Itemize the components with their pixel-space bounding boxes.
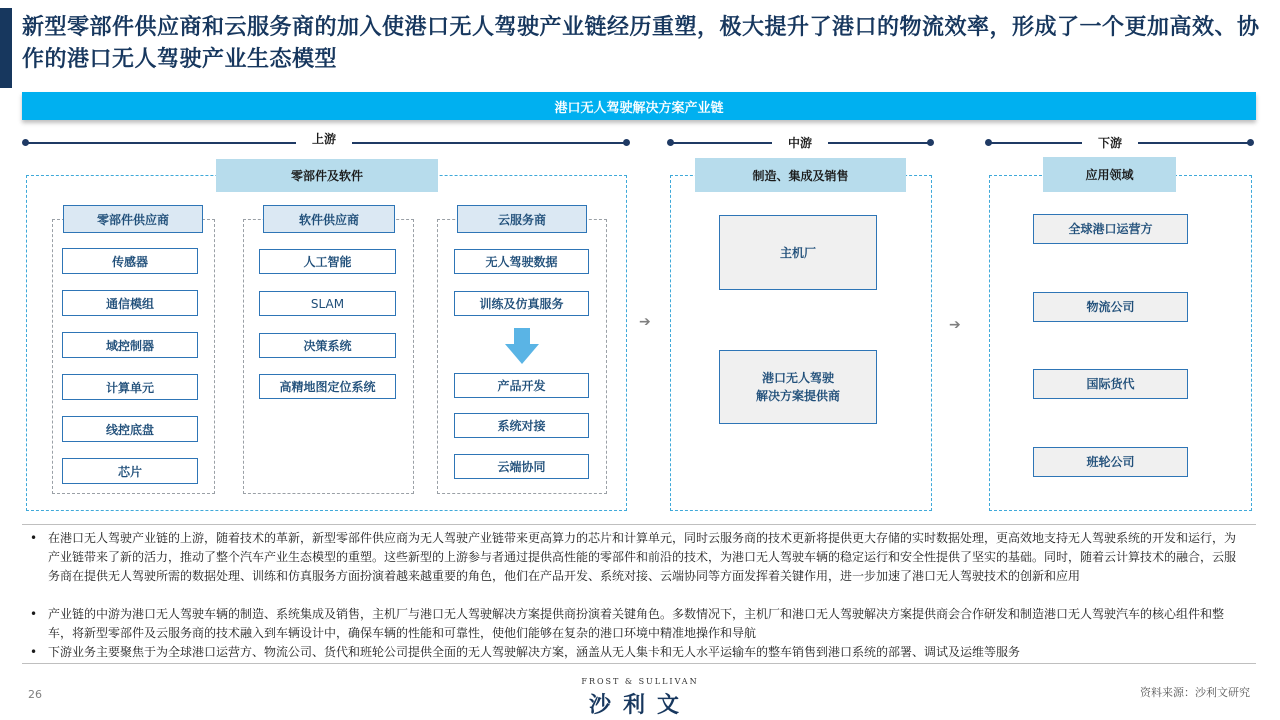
note-midstream: [30, 605, 1246, 643]
note-midstream-text: 产业链的中游为港口无人驾驶车辆的制造、系统集成及销售，主机厂与港口无人驾驶解决方案提供商扮演着关键角色。多数情况下，主机厂和港口无人驾驶解决方案提供商会合作研发和制造港口无人驾驶汽车的核心组件和整车，将新型零部件及云服务商的技术融入到车辆设计中，确保车辆的性能和可靠性，使他们能够在复杂的港口环境中精准地操作和导航: [48, 607, 1225, 640]
page-number: 26: [28, 688, 42, 701]
upstream-line-end-dot: [623, 139, 630, 146]
component-item-wire-chassis: 线控底盘: [62, 416, 198, 442]
midstream-header: 制造、集成及销售: [695, 158, 906, 192]
cloud-item-product-dev: 产品开发: [454, 373, 589, 398]
bullet-icon: •: [30, 531, 38, 545]
title-accent-bar: [0, 8, 12, 88]
source-note: 资料来源：沙利文研究: [1140, 686, 1250, 699]
logo-chinese: 沙利文: [588, 693, 691, 718]
bullet-icon: •: [30, 645, 38, 659]
logo-english: FROST & SULLIVAN: [581, 677, 699, 686]
downstream-item-freight-forwarder: 国际货代: [1033, 369, 1188, 399]
page-title: 新型零部件供应商和云服务商的加入使港口无人驾驶产业链经历重塑，极大提升了港口的物流效率，形成了一个更加高效、协作的港口无人驾驶产业生态模型: [22, 15, 1260, 72]
software-item-ai: 人工智能: [259, 249, 396, 274]
component-item-compute-unit: 计算单元: [62, 374, 198, 400]
cloud-provider-header: 云服务商: [457, 205, 587, 233]
note-downstream: [30, 643, 1246, 662]
component-item-domain-controller: 域控制器: [62, 332, 198, 358]
downstream-line-end-dot: [1247, 139, 1254, 146]
upstream-header: 零部件及软件: [216, 159, 438, 192]
downstream-item-liner: 班轮公司: [1033, 447, 1188, 477]
down-arrow-icon: [505, 328, 539, 364]
note-downstream-text: 下游业务主要聚焦于为全球港口运营方、物流公司、货代和班轮公司提供全面的无人驾驶解决方案，涵盖从无人集卡和无人水平运输车的整车销售到港口系统的部署、调试及运维等服务: [48, 645, 1021, 659]
midstream-line-end-dot: [927, 139, 934, 146]
software-item-slam: SLAM: [259, 291, 396, 316]
component-item-sensor: 传感器: [62, 248, 198, 274]
arrow-right-icon: ➔: [949, 317, 961, 333]
arrow-right-icon: ➔: [639, 314, 651, 330]
component-item-comm-module: 通信模组: [62, 290, 198, 316]
cloud-item-driving-data: 无人驾驶数据: [454, 249, 589, 274]
software-supplier-header: 软件供应商: [263, 205, 395, 233]
note-upstream: [30, 529, 1246, 586]
cloud-item-training-sim: 训练及仿真服务: [454, 291, 589, 316]
component-supplier-header: 零部件供应商: [63, 205, 203, 233]
software-item-hd-map: 高精地图定位系统: [259, 374, 396, 399]
downstream-item-logistics: 物流公司: [1033, 292, 1188, 322]
component-item-chip: 芯片: [62, 458, 198, 484]
upstream-stage-label: 上游: [296, 130, 352, 147]
software-item-decision: 决策系统: [259, 333, 396, 358]
midstream-item-oem: 主机厂: [719, 215, 877, 290]
note-upstream-text: 在港口无人驾驶产业链的上游，随着技术的革新，新型零部件供应商为无人驾驶产业链带来更高算力的芯片和计算单元，同时云服务商的技术更新将提供更大存储的实时数据处理，更高效地支持无人驾驶系统的开发和运行，为产业链带来了新的活力，推动了整个汽车产业生态模型的重塑。这些新型的上游参与者通过提供高性能的零部件和前沿的技术，为港口无人驾驶车辆的稳定运行和安全性提供了坚实的基础。同时，随着云计算技术的融合，云服务商在提供无人驾驶所需的数据处理、训练和仿真服务方面扮演着越来越重要的角色，他们在产品开发、系统对接、云端协同等方面发挥着关键作用，进一步加速了港口无人驾驶技术的创新和应用: [48, 531, 1237, 583]
cloud-item-system-integration: 系统对接: [454, 413, 589, 438]
downstream-stage-label: 下游: [1082, 134, 1138, 151]
chain-banner: 港口无人驾驶解决方案产业链: [22, 92, 1256, 120]
downstream-header: 应用领域: [1043, 157, 1176, 192]
midstream-item-solution-provider: 港口无人驾驶 解决方案提供商: [719, 350, 877, 424]
downstream-item-port-operator: 全球港口运营方: [1033, 214, 1188, 244]
midstream-stage-label: 中游: [772, 134, 828, 151]
notes-section: [22, 524, 1256, 664]
bullet-icon: •: [30, 607, 38, 621]
cloud-item-cloud-collab: 云端协同: [454, 454, 589, 479]
